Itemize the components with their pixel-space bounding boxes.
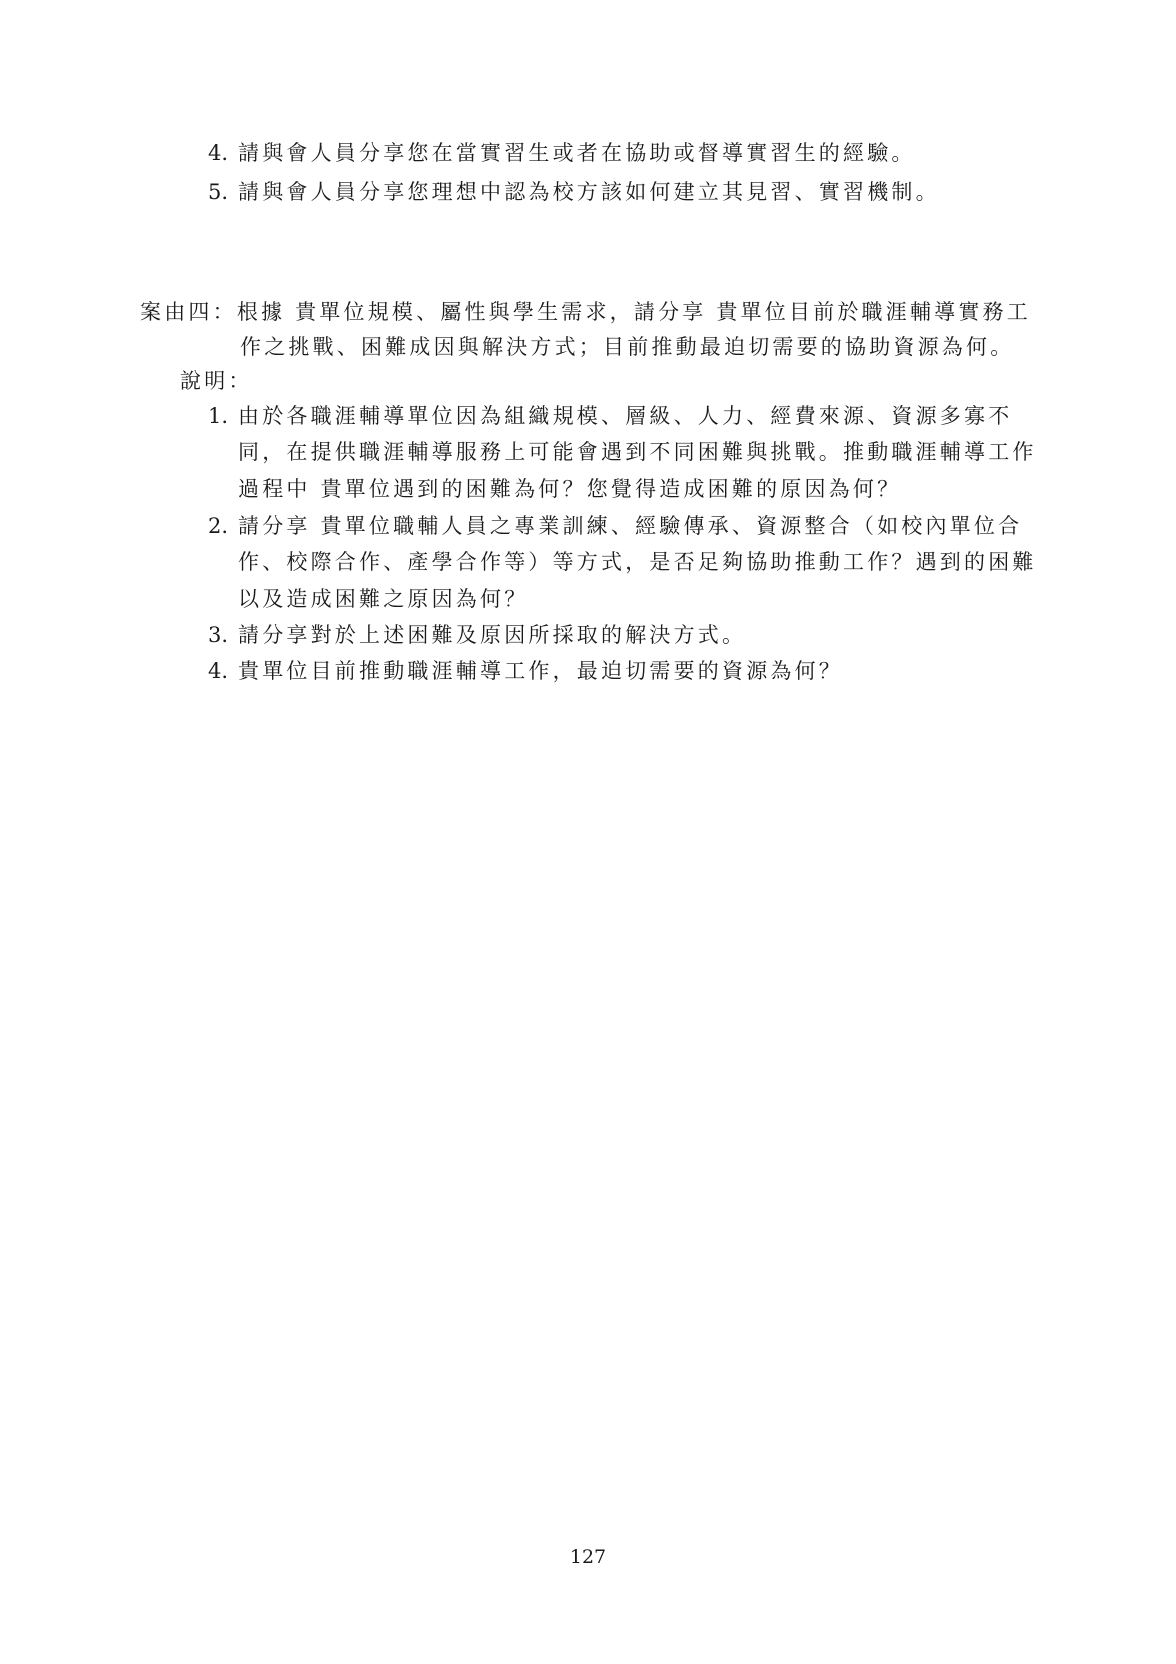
item-number: 4. (208, 141, 229, 165)
explanation-label: 說明： (180, 369, 253, 393)
list-item (208, 401, 1012, 431)
item-number: 5. (208, 180, 229, 204)
list-item (208, 177, 940, 207)
case-line-2: 作之挑戰、困難成因與解決方式；目前推動最迫切需要的協助資源為何。 (240, 335, 1015, 359)
item-line: 貴單位目前推動職涯輔導工作，最迫切需要的資源為何？ (238, 659, 843, 683)
item-number: 3. (208, 623, 229, 647)
item-line: 請分享對於上述困難及原因所採取的解決方式。 (238, 623, 747, 647)
item-text: 請與會人員分享您在當實習生或者在協助或督導實習生的經驗。 (238, 141, 916, 165)
page-number: 127 (569, 1546, 607, 1568)
item-text: 請與會人員分享您理想中認為校方該如何建立其見習、實習機制。 (238, 180, 940, 204)
list-item (208, 620, 746, 650)
case-line-1: 根據 貴單位規模、屬性與學生需求，請分享 貴單位目前於職涯輔導實務工 (236, 300, 1031, 324)
item-line: 由於各職涯輔導單位因為組織規模、層級、人力、經費來源、資源多寡不 (238, 404, 1013, 428)
item-line: 作、校際合作、產學合作等）等方式，是否足夠協助推動工作？遇到的困難 (238, 550, 1037, 574)
item-number: 4. (208, 659, 229, 683)
list-item (208, 511, 1022, 541)
item-number: 1. (208, 404, 229, 428)
case-label: 案由四： (140, 300, 237, 324)
item-line: 過程中 貴單位遇到的困難為何？您覺得造成困難的原因為何？ (238, 477, 902, 501)
item-line: 請分享 貴單位職輔人員之專業訓練、經驗傳承、資源整合（如校內單位合 (238, 514, 1023, 538)
list-item (208, 138, 916, 168)
list-item (208, 656, 843, 686)
item-line: 以及造成困難之原因為何？ (238, 587, 529, 611)
case-heading (140, 297, 1031, 327)
item-line: 同，在提供職涯輔導服務上可能會遇到不同困難與挑戰。推動職涯輔導工作 (238, 440, 1037, 464)
item-number: 2. (208, 514, 229, 538)
